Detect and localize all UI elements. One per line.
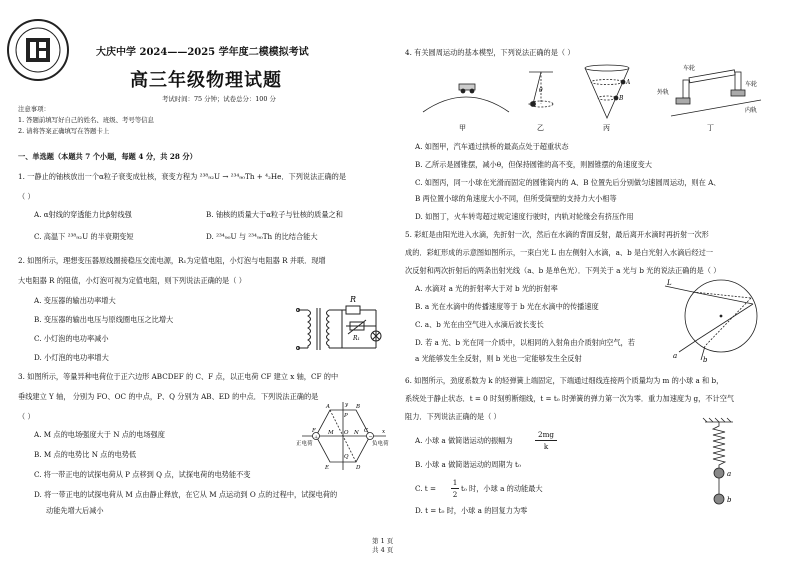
svg-text:a: a	[727, 470, 732, 478]
school-title: 大庆中学 2024——2025 学年度二模模拟考试	[96, 47, 309, 58]
q3-option-d: D. 将一带正电的试探电荷从 M 点由静止释放，在它从 M 点运动到 O 点的过程中，试探电荷的	[34, 490, 338, 499]
q4-stem: 4. 有关圆周运动的基本模型，下列说法正确的是（ ）	[405, 48, 575, 57]
resistor-r1-label: R₁	[353, 335, 360, 342]
q5-stem: 5. 彩虹是由阳光进入水滴，先折射一次，然后在水滴的背面反射，最后离开水滴时再折射一次形	[405, 230, 709, 239]
q5-option-d: D. 若 a 光、b 光在同一介质中，以相同的入射角由介质射向空气，若	[415, 338, 635, 347]
school-seal-logo	[6, 18, 70, 82]
svg-text:C: C	[364, 428, 369, 434]
q2-option-a: A. 变压器的输出功率增大	[34, 296, 116, 305]
svg-text:乙: 乙	[537, 124, 544, 132]
q5-stem: 成的．彩虹形成的示意图如图所示，一束白光 L 由左侧射入水滴，a、b 是白光射入水滴后经过一	[405, 248, 714, 257]
svg-text:b: b	[703, 356, 708, 364]
transformer-circuit-figure	[294, 290, 384, 362]
negative-charge-label: 负电荷	[372, 441, 389, 447]
svg-text:+: +	[314, 434, 319, 441]
notice-title: 注意事项：	[18, 105, 50, 113]
ball-b	[714, 494, 724, 504]
notice-item: 2. 请将答案正确填写在答题卡上	[18, 127, 110, 135]
ball-a	[714, 468, 724, 478]
q6-c-numerator: 1	[452, 478, 458, 487]
svg-text:a: a	[673, 352, 678, 360]
exam-title: 高三年级物理试题	[130, 70, 282, 91]
section-title: 一、单选题（本题共 7 个小题，每题 4 分，共 28 分）	[18, 152, 197, 161]
hexagon-charge-figure	[298, 400, 390, 472]
q6-a-numerator: 2mg	[538, 430, 554, 439]
q1-stem: （ ）	[18, 192, 35, 201]
q6-option-d: D. t = t₀ 时，小球 a 的回复力为零	[415, 506, 528, 515]
svg-text:P: P	[344, 413, 348, 419]
svg-text:A: A	[326, 404, 330, 410]
svg-text:丙: 丙	[603, 124, 610, 132]
q1-stem: 1. 一静止的铀核放出一个α粒子衰变成钍核，衰变方程为 ²³⁸₉₂U → ²³⁴₉₀Th + ⁴₂He．下列说法正确的是	[18, 172, 347, 181]
q6-option-c: t₀ 时，小球 a 的动能最大	[461, 484, 543, 493]
q2-option-d: D. 小灯泡的电功率增大	[34, 353, 109, 362]
q3-option-b: B. M 点的电势比 N 点的电势低	[34, 450, 137, 459]
svg-text:B: B	[356, 404, 361, 410]
q1-option-a: A. α射线的穿透能力比β射线强	[34, 210, 132, 219]
fraction-bar	[451, 488, 459, 489]
q3-stem: （ ）	[18, 412, 35, 421]
q5-stem: 次反射和两次折射后的两条出射光线（a、b 是单色光）．下列关于 a 光与 b 光的说法正确的是（ ）	[405, 266, 721, 275]
svg-text:Q: Q	[344, 454, 349, 460]
svg-text:内轨: 内轨	[745, 107, 758, 114]
svg-text:−: −	[368, 434, 373, 441]
q5-option-a: A. 水滴对 a 光的折射率大于对 b 光的折射率	[415, 284, 558, 293]
q6-c-denominator: 2	[452, 490, 458, 499]
page-footer: 第 1 页 共 4 页	[372, 537, 394, 554]
svg-text:车轮: 车轮	[745, 81, 758, 88]
q4-option-b: B. 乙所示是圆锥摆，减小θ，但保持圆锥的高不变，则圆锥摆的角速度变大	[415, 160, 652, 169]
svg-text:外轨: 外轨	[657, 89, 670, 96]
q1-option-c: C. 高温下 ²³⁸₉₂U 的半衰期变短	[34, 232, 134, 241]
q2-stem: 大电阻器 R 的阻值，小灯泡可视为定值电阻，则下列说法正确的是（ ）	[18, 276, 246, 285]
q3-option-c: C. 将一带正电的试探电荷从 P 点移到 Q 点，试探电荷的电势能不变	[34, 470, 251, 479]
exam-meta: 考试时间：75 分钟；试卷总分：100 分	[162, 95, 276, 103]
q4-option-a: A. 如图甲，汽车通过拱桥的最高点处于超重状态	[415, 142, 569, 151]
svg-text:F: F	[312, 428, 316, 434]
q6-option-c: C. t =	[415, 484, 437, 493]
svg-text:θ: θ	[539, 87, 543, 94]
q2-option-c: C. 小灯泡的电功率减小	[34, 334, 109, 343]
positive-charge-label: 正电荷	[296, 441, 313, 447]
fraction-bar	[535, 440, 557, 441]
svg-text:b: b	[727, 496, 732, 504]
svg-text:L: L	[667, 279, 672, 287]
q4-option-d: D. 如图丁，火车转弯超过规定速度行驶时，内轨对轮缘会有挤压作用	[415, 212, 634, 221]
spring-balls-figure	[699, 418, 739, 518]
svg-text:A: A	[626, 79, 631, 86]
svg-text:x: x	[382, 429, 386, 435]
svg-text:甲: 甲	[459, 124, 466, 132]
svg-text:y: y	[345, 402, 349, 408]
q6-option-b: B. 小球 a 做简谐运动的周期为 t₀	[415, 460, 521, 469]
q5-option-c: C. a、b 光在由空气进入水滴后波长变长	[415, 320, 544, 329]
q4-option-c: B 两位置小球的角速度大小不同，但所受筒壁的支持力大小相等	[415, 194, 617, 203]
q6-option-a: A. 小球 a 做简谐运动的振幅为	[415, 436, 513, 445]
q3-stem: 3. 如图所示，等量异种电荷位于正六边形 ABCDEF 的 C、F 点，以正电荷 CF 建立 x 轴，CF 的中	[18, 372, 339, 381]
q6-a-denominator: k	[543, 442, 549, 451]
resistor-r-label: R	[350, 295, 357, 304]
circular-motion-figures	[421, 60, 771, 132]
svg-text:N: N	[354, 430, 359, 436]
q2-option-b: B. 变压器的输出电压与原线圈电压之比增大	[34, 315, 174, 324]
svg-text:M: M	[328, 430, 334, 436]
q6-stem: 阻力．下列说法正确的是（ ）	[405, 412, 501, 421]
rainbow-droplet-figure	[665, 276, 765, 362]
q5-option-d: a 光能够发生全反射，则 b 光也一定能够发生全反射	[415, 354, 582, 363]
svg-text:车轮: 车轮	[683, 65, 696, 72]
q2-stem: 2. 如图所示，理想变压器原线圈接稳压交流电源，R₁为定值电阻，小灯泡与电阻器 R 并联．现增	[18, 256, 326, 265]
svg-text:E: E	[325, 465, 330, 471]
q5-option-b: B. a 光在水滴中的传播速度等于 b 光在水滴中的传播速度	[415, 302, 599, 311]
svg-text:D: D	[356, 465, 361, 471]
notice-item: 1. 答题前填写好自己的姓名、班级、考号等信息	[18, 116, 154, 124]
q3-stem: 垂线建立 Y 轴， 分别为 FO、OC 的中点，P、Q 分别为 AB、ED 的中点．下列说法正确的是	[18, 392, 319, 401]
svg-text:O: O	[344, 430, 349, 436]
q6-stem: 6. 如图所示，劲度系数为 k 的轻弹簧上端固定，下端通过细线连接两个质量均为 m 的小球 a 和 b，	[405, 376, 724, 385]
svg-text:丁: 丁	[707, 124, 714, 132]
q4-option-c: C. 如图丙，同一小球在光滑而固定的圆锥筒内的 A、B 位置先后分别做匀速圆周运动，则在 A、	[415, 178, 721, 187]
q3-option-a: A. M 点的电场强度大于 N 点的电场强度	[34, 430, 165, 439]
q1-option-d: D. ²³⁴₉₀U 与 ²³⁴₉₀Th 的比结合能大	[206, 232, 318, 241]
q6-stem: 系统处于静止状态．t = 0 时刻剪断细线，t = t₀ 时弹簧的弹力第一次为零．重力加速度为 g，不计空气	[405, 394, 735, 403]
svg-text:B: B	[619, 95, 624, 102]
q3-option-d: 动能先增大后减小	[46, 506, 104, 515]
q1-option-b: B. 铀核的质量大于α粒子与钍核的质量之和	[206, 210, 343, 219]
